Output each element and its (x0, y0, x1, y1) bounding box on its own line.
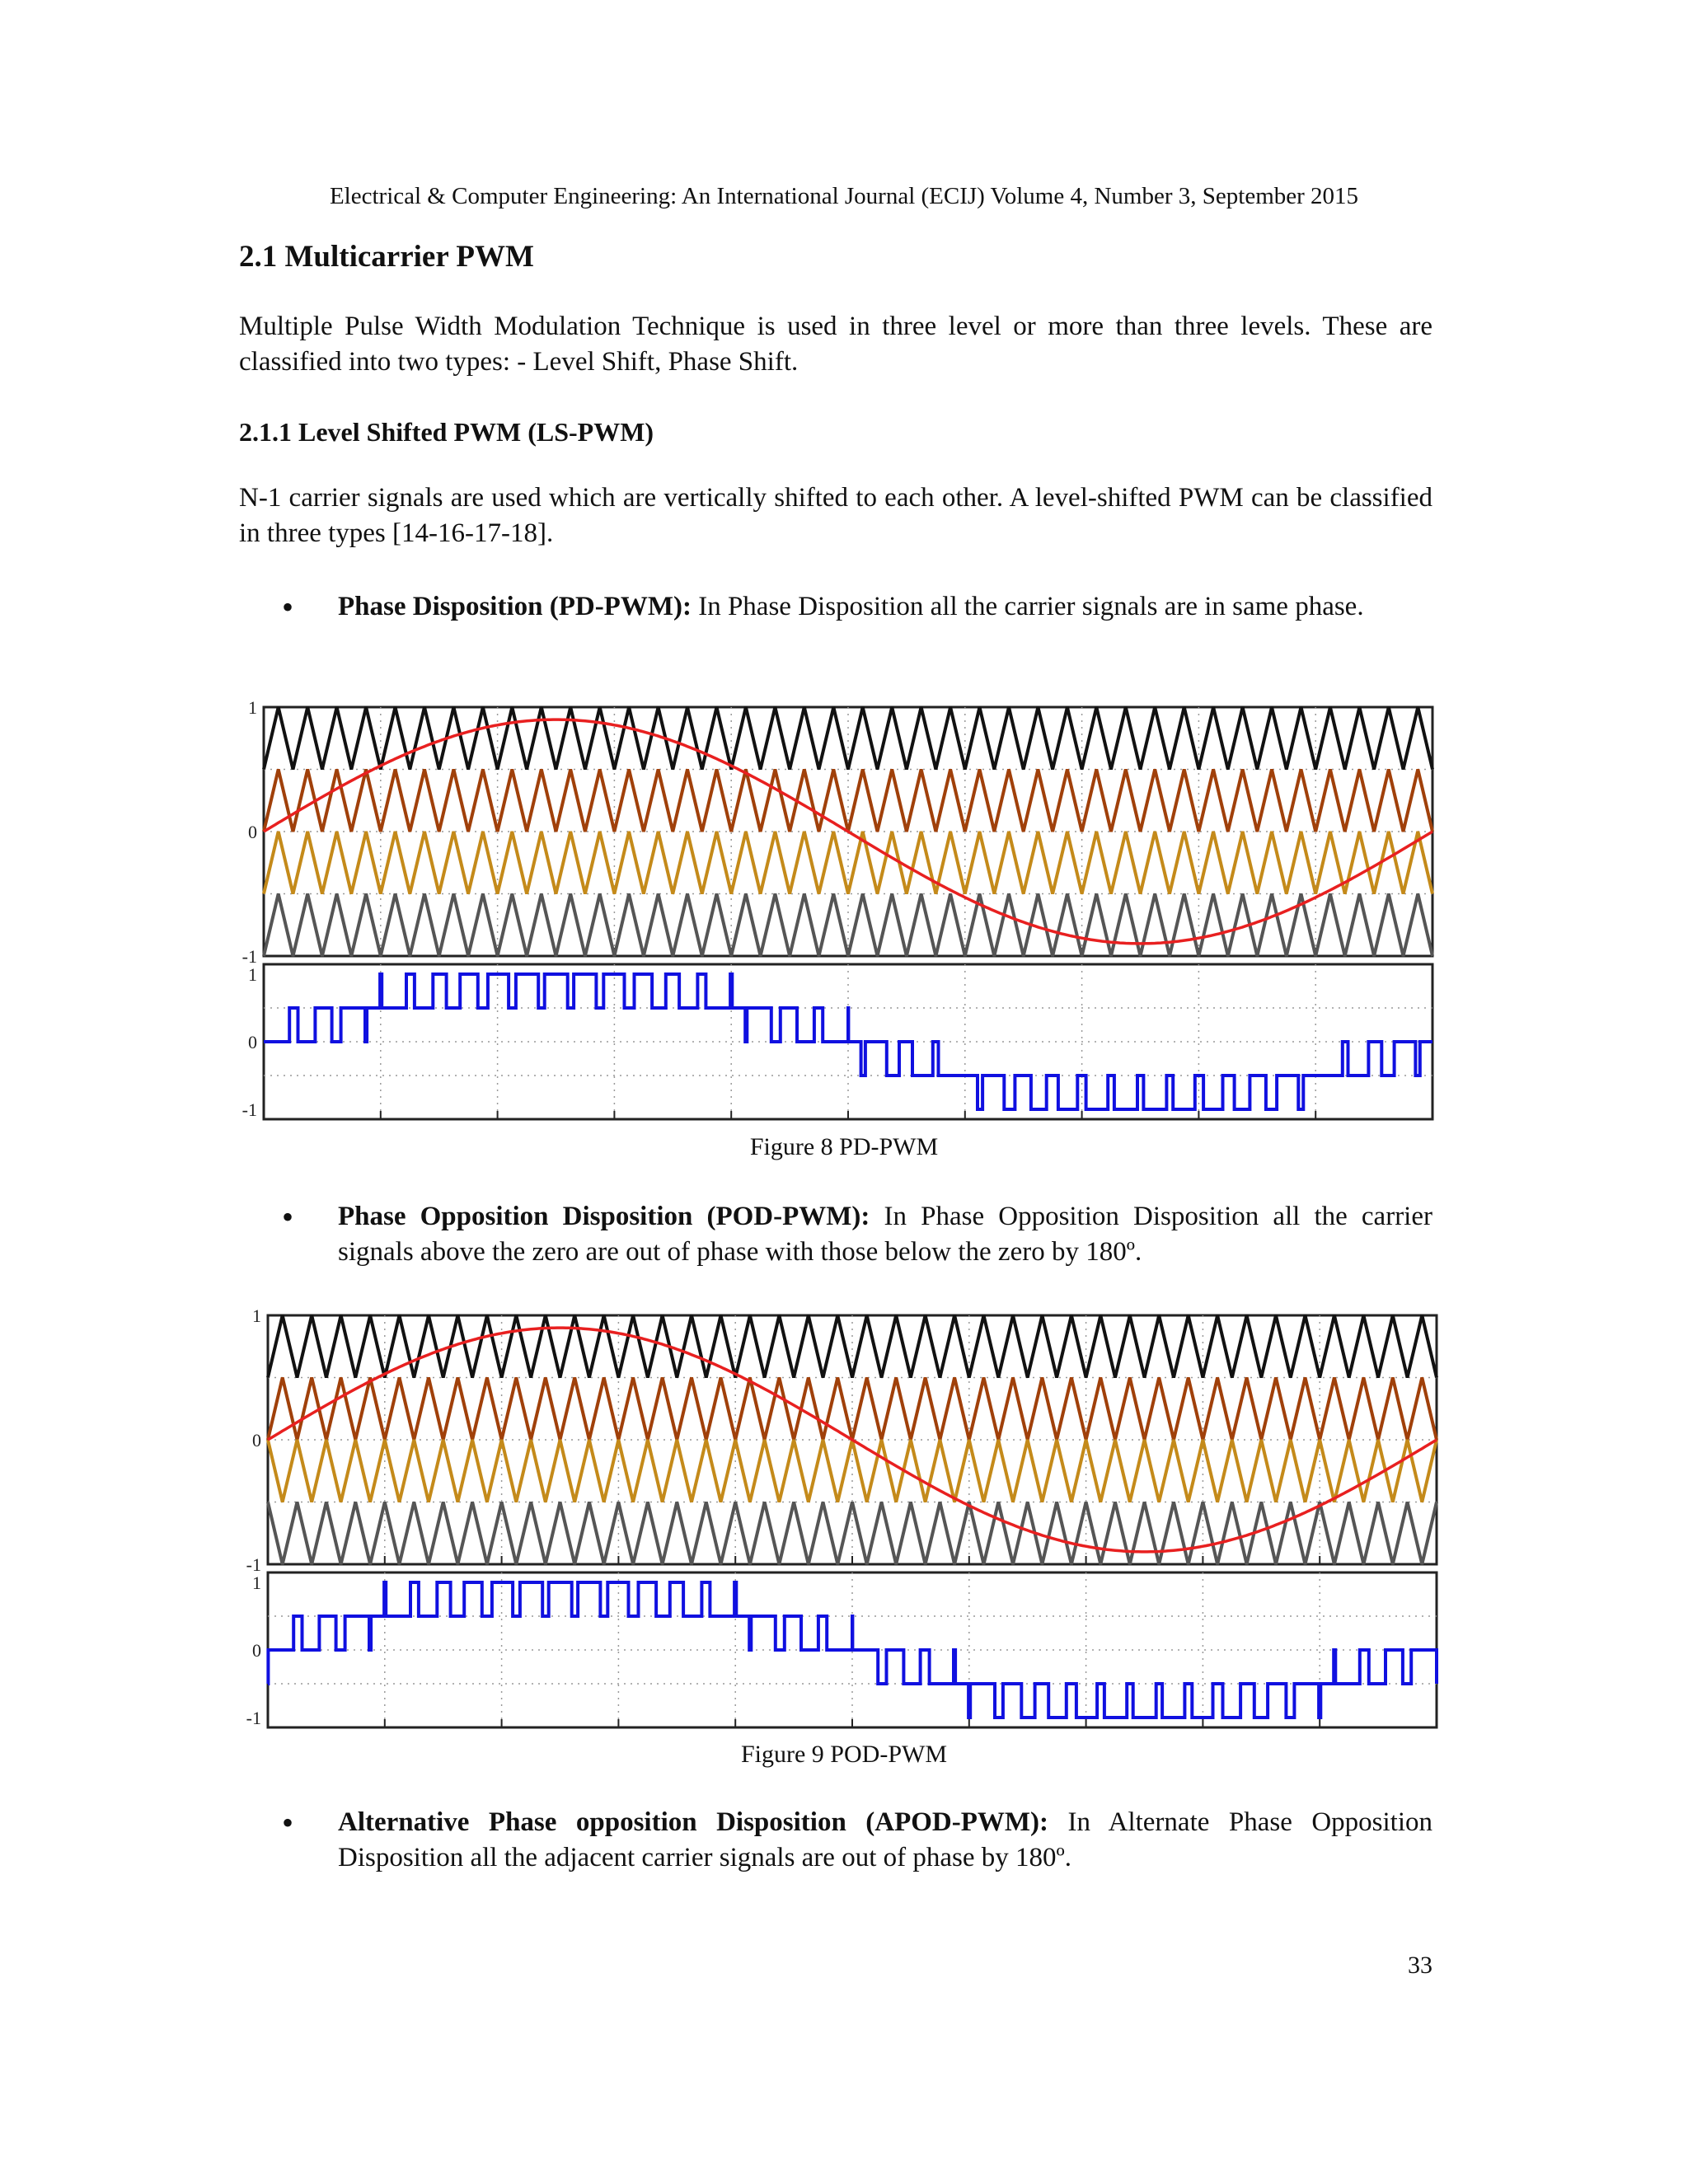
y-tick-label: 1 (248, 701, 257, 718)
subsection-title: 2.1.1 Level Shifted PWM (LS-PWM) (239, 417, 654, 447)
figure-8-caption: Figure 8 PD-PWM (749, 1133, 939, 1160)
section-title: 2.1 Multicarrier PWM (239, 240, 534, 274)
carrier-panel (242, 701, 1432, 967)
bullet-term: Phase Disposition (PD-PWM): (338, 592, 692, 621)
carrier-wave-3 (268, 1440, 1437, 1502)
bullet-apod-pwm (338, 1805, 1432, 1876)
bullet-symbol: • (282, 588, 294, 626)
y-tick-label: 0 (248, 822, 257, 842)
y-tick-label: 1 (248, 964, 257, 985)
bullet-description: In Phase Opposition Disposition all the carrier signals above the zero are out of phase with those below the zero by 180º. (338, 1202, 1432, 1267)
output-panel (246, 1572, 1437, 1728)
figure-9-caption: Figure 9 POD-PWM (740, 1741, 947, 1768)
y-tick-label: -1 (246, 1554, 261, 1575)
y-tick-label: -1 (246, 1708, 261, 1728)
carrier-y-ticks (246, 1309, 261, 1575)
figure-8-chart (231, 701, 1434, 1121)
bullet-term: Alternative Phase opposition Disposition (APOD-PWM): (338, 1807, 1049, 1837)
bullet-pd-pwm (338, 589, 1432, 625)
figure-9-chart (235, 1309, 1438, 1729)
bullet-description: In Phase Disposition all the carrier signals are in same phase. (691, 592, 1364, 621)
output-y-ticks (242, 964, 257, 1120)
carrier-y-ticks (242, 701, 257, 967)
bullet-description: In Alternate Phase Opposition Disposition all the adjacent carrier signals are out of phase by 180º. (338, 1807, 1432, 1872)
output-panel (242, 964, 1432, 1120)
y-tick-label: -1 (241, 1099, 257, 1120)
subsection-paragraph: N-1 carrier signals are used which are vertically shifted to each other. A level-shifted PWM can be classified in three types [14-16-17-18]. (239, 483, 1432, 548)
output-waveform (268, 1582, 1437, 1718)
y-tick-label: 0 (252, 1640, 261, 1661)
bullet-symbol: • (282, 1804, 294, 1841)
bullet-symbol: • (282, 1198, 294, 1235)
bullet-term: Phase Opposition Disposition (POD-PWM): (338, 1202, 870, 1231)
y-tick-label: 1 (252, 1309, 261, 1326)
intro-paragraph: Multiple Pulse Width Modulation Technique is used in three level or more than three levels. These are classified into two types: - Level Shift, Phase Shift. (239, 312, 1432, 377)
y-tick-label: 0 (248, 1032, 257, 1052)
output-waveform (264, 974, 1432, 1109)
y-tick-label: -1 (241, 946, 257, 967)
carrier-wave-3 (264, 832, 1432, 894)
y-tick-label: 0 (252, 1430, 261, 1451)
output-y-ticks (246, 1572, 261, 1728)
carrier-panel (246, 1309, 1437, 1575)
bullet-pod-pwm (338, 1199, 1432, 1270)
y-tick-label: 1 (252, 1572, 261, 1593)
journal-header: Electrical & Computer Engineering: An International Journal (ECIJ) Volume 4, Number 3, September 2015 (329, 183, 1359, 209)
page-number: 33 (1408, 1952, 1432, 1979)
